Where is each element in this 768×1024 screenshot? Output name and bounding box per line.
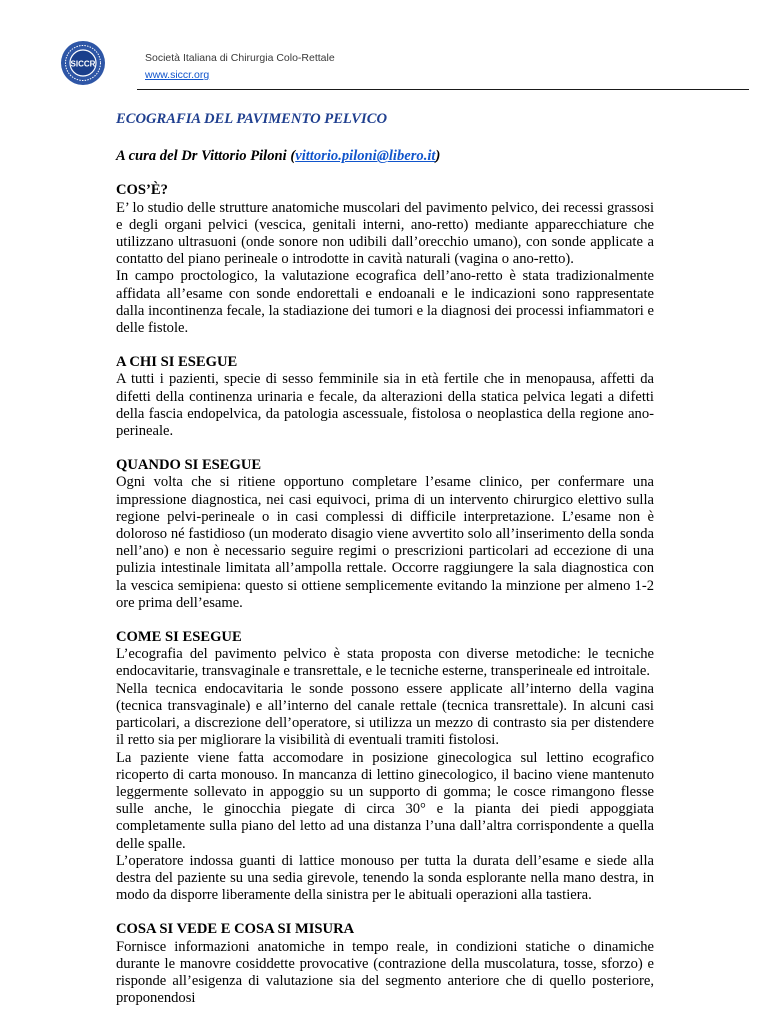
paragraph: E’ lo studio delle strutture anatomiche muscolari del pavimento pelvico, dei recessi grassosi e degli organi pelvici (vescica, genitali interni, ano-retto) mediante apparecchiature che utilizzano ultrasuoni (onde sonore non udibili dall’orecchio umano), con sonde applicate a contatto del piano perineale o introdotte in cavità naturali (vagina o ano-retto). xyxy=(116,199,654,268)
siccr-logo xyxy=(60,40,106,86)
document-title: ECOGRAFIA DEL PAVIMENTO PELVICO xyxy=(116,111,387,127)
section-title: QUANDO SI ESEGUE xyxy=(116,457,262,474)
section-come-si-esegue xyxy=(116,629,654,904)
paragraph: La paziente viene fatta accomodare in posizione ginecologica sul lettino ecografico ricoperto di carta monouso. In mancanza di lettino ginecologico, il bacino viene mantenuto leggermente sollevato in appoggio su un supporto di gomma; le cosce rimangono flesse sulle anche, le ginocchia piegate di circa 30° e la pianta dei piedi appoggiata completamente sulla piano del letto ad una distanza l’una dall’altra corrispondente a quella delle spalle. xyxy=(116,749,654,852)
header-divider xyxy=(137,89,749,90)
org-name: Società Italiana di Chirurgia Colo-Rettale xyxy=(145,52,335,64)
section-title: COS’È? xyxy=(116,182,168,199)
section-title: COME SI ESEGUE xyxy=(116,629,242,646)
logo-text: SICCR xyxy=(70,59,96,69)
author-suffix: ) xyxy=(435,148,441,165)
paragraph: L’ecografia del pavimento pelvico è stata proposta con diverse metodiche: le tecniche endocavitarie, transvaginale e transrettale, e le tecniche esterne, transperineale ed introitale. xyxy=(116,646,654,680)
author-email-link[interactable]: vittorio.piloni@libero.it xyxy=(295,148,436,165)
section-title: A CHI SI ESEGUE xyxy=(116,354,238,371)
author-line xyxy=(116,148,654,165)
section-cosa-si-vede xyxy=(116,921,654,1007)
paragraph: Ogni volta che si ritiene opportuno completare l’esame clinico, per confermare una impressione diagnostica, nei casi equivoci, prima di un intervento chirurgico elettivo sulla regione pelvi-perineale o in casi complessi di difficile interpretazione. L’esame non è doloroso né fastidioso (un moderato disagio viene avvertito solo all’inserimento della sonda nell’ano) e non è necessario seguire regimi o prescrizioni particolari ad eccezione di una pulizia intestinale limitata all’ampolla rettale. Occorre raggiungere la sala diagnostica con la vescica semipiena: questo si ottiene semplicemente evitando la minzione per almeno 1-2 ore prima dell’esame. xyxy=(116,474,654,611)
author-prefix: A cura del Dr Vittorio Piloni ( xyxy=(116,148,296,165)
paragraph: In campo proctologico, la valutazione ecografica dell’ano-retto è stata tradizionalmente affidata all’esame con sonde endorettali e endoanali e le indicazioni sono rappresentate dalla incontinenza fecale, la stadiazione dei tumori e la diagnosi dei processi infiammatori e delle fistole. xyxy=(116,268,654,337)
org-url-link[interactable]: www.siccr.org xyxy=(145,69,210,81)
page-header xyxy=(60,40,700,96)
section-quando-si-esegue xyxy=(116,457,654,612)
paragraph: L’operatore indossa guanti di lattice monouso per tutta la durata dell’esame e siede alla destra del paziente su una sedia girevole, tenendo la sonda esplorante nella mano destra, in modo da disporre liberamente della sinistra per le abituali operazioni alla tastiera. xyxy=(116,852,654,904)
paragraph: Fornisce informazioni anatomiche in tempo reale, in condizioni statiche o dinamiche durante le manovre cosiddette provocative (contrazione della muscolatura, tosse, sforzo) e risponde all’esigenza di valutazione sia del segmento anteriore che di quello posteriore, proponendosi xyxy=(116,938,654,1007)
section-a-chi-si-esegue xyxy=(116,354,654,440)
paragraph: A tutti i pazienti, specie di sesso femminile sia in età fertile che in menopausa, affetti da difetti della continenza urinaria e fecale, da alterazioni della statica pelvica legati a difetti della fascia endopelvica, da patologia ascessuale, fistolosa o neoplastica della regione ano-perineale. xyxy=(116,371,654,440)
document-body xyxy=(116,111,654,1024)
section-title: COSA SI VEDE E COSA SI MISURA xyxy=(116,921,355,938)
paragraph: Nella tecnica endocavitaria le sonde possono essere applicate all’interno della vagina (tecnica transvaginale) e all’interno del canale rettale (tecnica transrettale). In alcuni casi particolari, a discrezione dell’operatore, si utilizza un mezzo di contrasto sia per distendere il retto sia per migliorare la visibilità di eventuali tramiti fistolosi. xyxy=(116,680,654,749)
section-cos-e xyxy=(116,182,654,337)
